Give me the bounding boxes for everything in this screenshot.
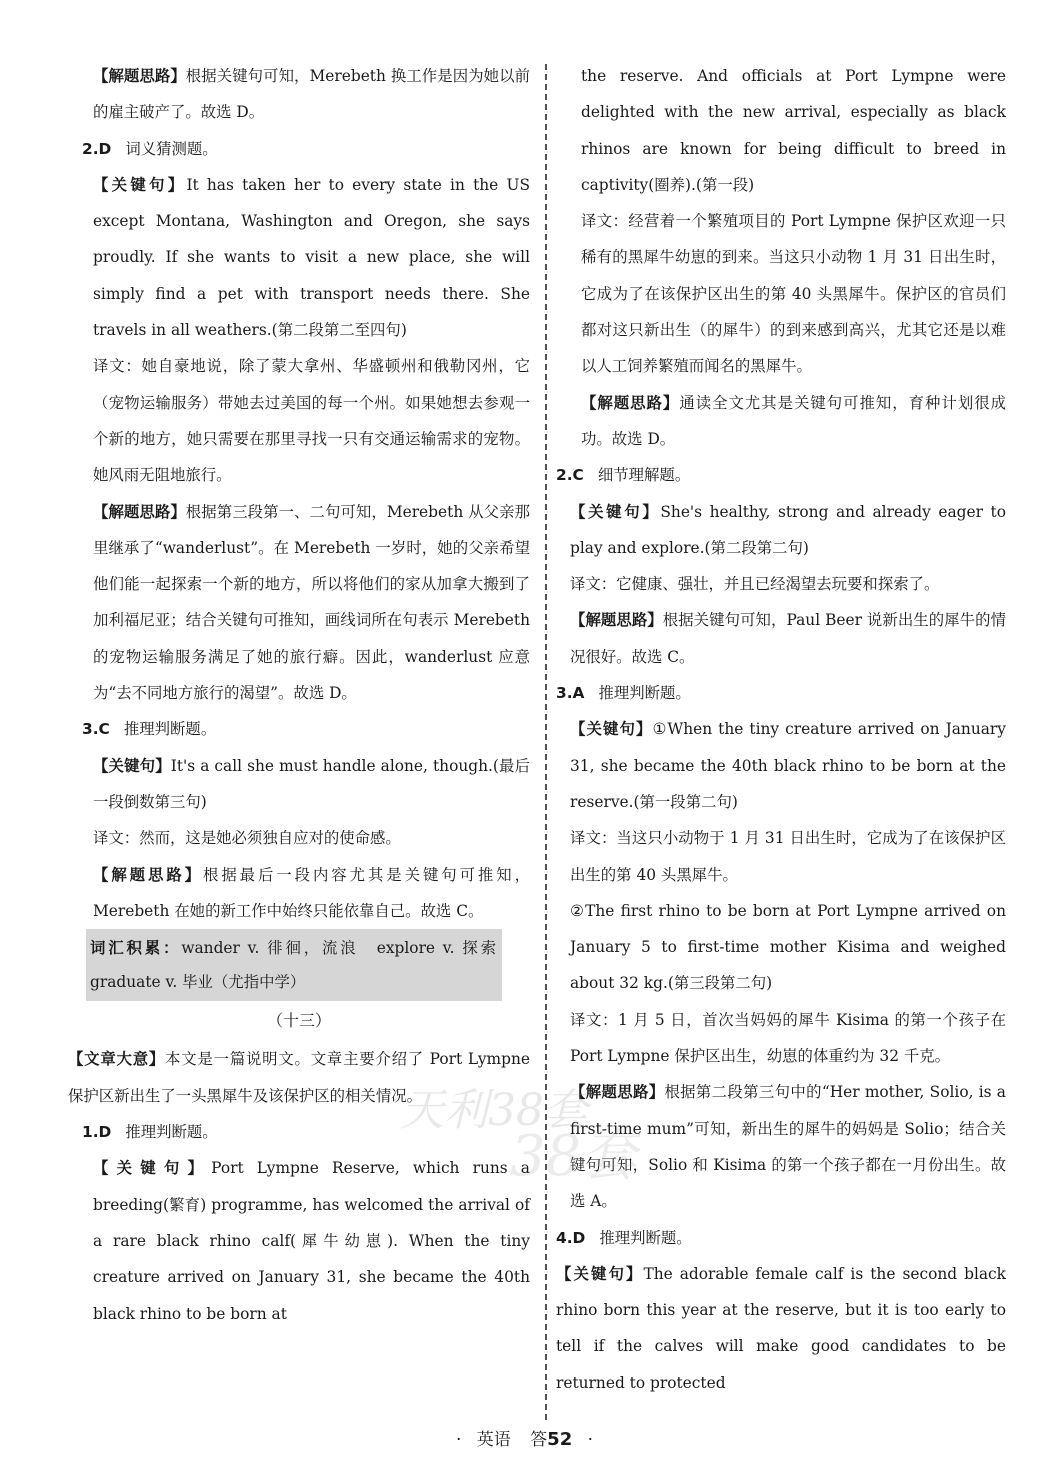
paragraph-tag: 【关键句】	[556, 1264, 644, 1283]
question-header	[556, 1220, 1006, 1256]
column-divider	[545, 64, 547, 1420]
footer-dot-left: ·	[455, 1430, 462, 1450]
watermark-text-top: 天利38套	[400, 1085, 588, 1136]
paragraph	[556, 1074, 1006, 1219]
question-number: 1.D	[82, 1123, 112, 1142]
question-type: 词义猜测题。	[125, 139, 218, 158]
paragraph	[68, 820, 530, 856]
paragraph-tag: 【关键句】	[570, 502, 661, 521]
paragraph-text: 根据关键句可知，Merebeth 换工作是因为她以前的雇主破产了。故选 D。	[93, 67, 530, 122]
paragraph-tag: 【解题思路】	[93, 502, 186, 521]
question-number: 2.D	[82, 139, 112, 158]
paragraph-tag: 【关键句】	[93, 175, 187, 194]
paragraph	[556, 203, 1006, 384]
question-type: 推理判断题。	[599, 1228, 692, 1247]
left-column	[68, 58, 530, 1332]
vocab-label: 词汇积累：	[90, 939, 182, 958]
paragraph-text: 译文：她自豪地说，除了蒙大拿州、华盛顿州和俄勒冈州，它（宠物运输服务）带她去过美国的每一个州。如果她想去参观一个新的地方，她只需要在那里寻找一只有交通运输需求的宠物。她风雨无阻地旅行。	[93, 357, 530, 485]
page-number: 52	[547, 1429, 573, 1450]
question-type: 推理判断题。	[123, 720, 217, 739]
vocab-box	[68, 929, 530, 1001]
paragraph-text: 译文：经营着一个繁殖项目的 Port Lympne 保护区欢迎一只稀有的黑犀牛幼崽的到来。当这只小动物 1 月 31 日出生时，它成为了在该保护区出生的第 40 头黑犀牛。保护区的官员们都对这只新出生（的犀牛）的到来感到高兴，尤其它还是以难以人工饲养繁殖而闻名的黑犀牛。	[581, 212, 1006, 376]
question-header	[556, 675, 1006, 711]
paragraph	[68, 167, 530, 348]
question-type: 推理判断题。	[125, 1123, 218, 1142]
footer-dot-right: ·	[587, 1430, 594, 1450]
paragraph-text: 译文：然而，这是她必须独自应对的使命感。	[93, 829, 401, 848]
paragraph-text: ②The first rhino to be born at Port Lympne arrived on January 5 to first-time mother Kisima and weighed about 32 kg.(第三段第二句)	[570, 901, 1006, 993]
section-title: （十三）	[266, 1011, 331, 1031]
paragraph	[68, 348, 530, 493]
question-number: 3.A	[556, 684, 585, 703]
paragraph-text: 根据第三段第一、二句可知，Merebeth 从父亲那里继承了“wanderlust”。在 Merebeth 一岁时，她的父亲希望他们能一起探索一个新的地方，所以将他们的家从加拿大搬到了加利福尼亚；结合关键句可推知，画线词所在句表示 Merebeth 的宠物运输服务满足了她的旅行癖。因此，wanderlust 应意为“去不同地方旅行的渴望”。故选 D。	[93, 502, 530, 703]
paragraph	[556, 602, 1006, 675]
question-header	[556, 457, 1006, 493]
paragraph	[556, 385, 1006, 458]
footer-subject: 英语	[476, 1430, 511, 1450]
question-number: 2.C	[556, 466, 584, 485]
paragraph-tag: 【解题思路】	[581, 393, 680, 412]
question-number: 4.D	[556, 1228, 586, 1247]
paragraph-text: 译文：它健康、强壮，并且已经渴望去玩要和探索了。	[570, 575, 940, 594]
paragraph	[68, 857, 530, 930]
paragraph-text: 根据第二段第三句中的“Her mother, Solio, is a first-time mum”可知，新出生的犀牛的妈妈是 Solio；结合关键句可知，Solio 和 Kisima 的第一个孩子都在一月份出生。故选 A。	[570, 1083, 1006, 1211]
vocab-text: wander v. 徘徊，流浪 explore v. 探索 graduate v. 毕业（尤指中学）	[90, 939, 512, 992]
paragraph	[556, 494, 1006, 567]
paragraph-text: The adorable female calf is the second black rhino born this year at the reserve, but it is too early to tell if the calves will make good candidates to be returned to protected	[556, 1264, 1006, 1392]
paragraph-text: 译文：1 月 5 日，首次当妈妈的犀牛 Kisima 的第一个孩子在 Port Lympne 保护区出生，幼崽的体重约为 32 千克。	[570, 1010, 1006, 1066]
paragraph	[556, 566, 1006, 602]
paragraph-text: 本文是一篇说明文。文章主要介绍了 Port Lympne 保护区新出生了一头黑犀牛及该保护区的相关情况。	[68, 1050, 530, 1105]
paragraph-text: the reserve. And officials at Port Lympne were delighted with the new arrival, especially as black rhinos are known for being difficult to breed in captivity(圈养).(第一段)	[581, 67, 1006, 194]
paragraph-tag: 【解题思路】	[93, 865, 203, 884]
question-header	[68, 131, 530, 167]
paragraph	[556, 1002, 1006, 1075]
question-number: 3.C	[82, 720, 110, 739]
paragraph	[68, 1150, 530, 1331]
paragraph-tag: 【解题思路】	[93, 67, 186, 85]
paragraph-text: ①When the tiny creature arrived on January 31, she became the 40th black rhino to be born at the reserve.(第一段第二句)	[570, 720, 1006, 811]
page-footer	[0, 1425, 1049, 1450]
paragraph	[68, 58, 530, 131]
paragraph	[68, 1041, 530, 1114]
paragraph-text: 根据关键句可知，Paul Beer 说新出生的犀牛的情况很好。故选 C。	[570, 611, 1006, 666]
question-header	[68, 711, 530, 747]
footer-answer-label: 答	[530, 1430, 548, 1450]
paragraph-text: Port Lympne Reserve, which runs a breeding(繁育) programme, has welcomed the arrival of a rare black rhino calf(犀牛幼崽). When the tiny creature arrived on January 31, she became the 40th black rhino to be born at	[93, 1159, 530, 1323]
paragraph	[68, 494, 530, 712]
paragraph-text: It has taken her to every state in the US except Montana, Washington and Oregon, she says proudly. If she wants to visit a new place, she will simply find a pet with transport needs there. She travels in all weathers.(第二段第二至四句)	[93, 175, 530, 340]
paragraph-text: 通读全文尤其是关键句可推知，育种计划很成功。故选 D。	[581, 393, 1006, 448]
paragraph	[556, 820, 1006, 893]
paragraph-tag: 【解题思路】	[570, 611, 663, 630]
paragraph-tag: 【关键句】	[93, 756, 171, 775]
paragraph-tag: 【文章大意】	[68, 1050, 166, 1069]
question-type: 细节理解题。	[597, 466, 691, 485]
paragraph-tag: 【关键句】	[570, 720, 653, 739]
paragraph	[556, 1256, 1006, 1401]
paragraph	[556, 893, 1006, 1002]
paragraph	[68, 748, 530, 821]
paragraph-text: 根据最后一段内容尤其是关键句可推知，Merebeth 在她的新工作中始终只能依靠自己。故选 C。	[93, 865, 530, 920]
paragraph-text: 译文：当这只小动物于 1 月 31 日出生时，它成为了在该保护区出生的第 40 头黑犀牛。	[570, 829, 1006, 884]
question-type: 推理判断题。	[598, 684, 691, 703]
paragraph	[556, 711, 1006, 820]
question-header	[68, 1114, 530, 1150]
paragraph-tag: 【关键句】	[93, 1159, 212, 1178]
paragraph-text: She's healthy, strong and already eager to play and explore.(第二段第二句)	[570, 502, 1006, 557]
paragraph-tag: 【解题思路】	[570, 1083, 665, 1102]
right-column	[556, 58, 1006, 1401]
paragraph	[556, 58, 1006, 203]
watermark-text-bottom: 38套	[510, 1124, 638, 1185]
paragraph-text: It's a call she must handle alone, though.(最后一段倒数第三句)	[93, 756, 530, 811]
